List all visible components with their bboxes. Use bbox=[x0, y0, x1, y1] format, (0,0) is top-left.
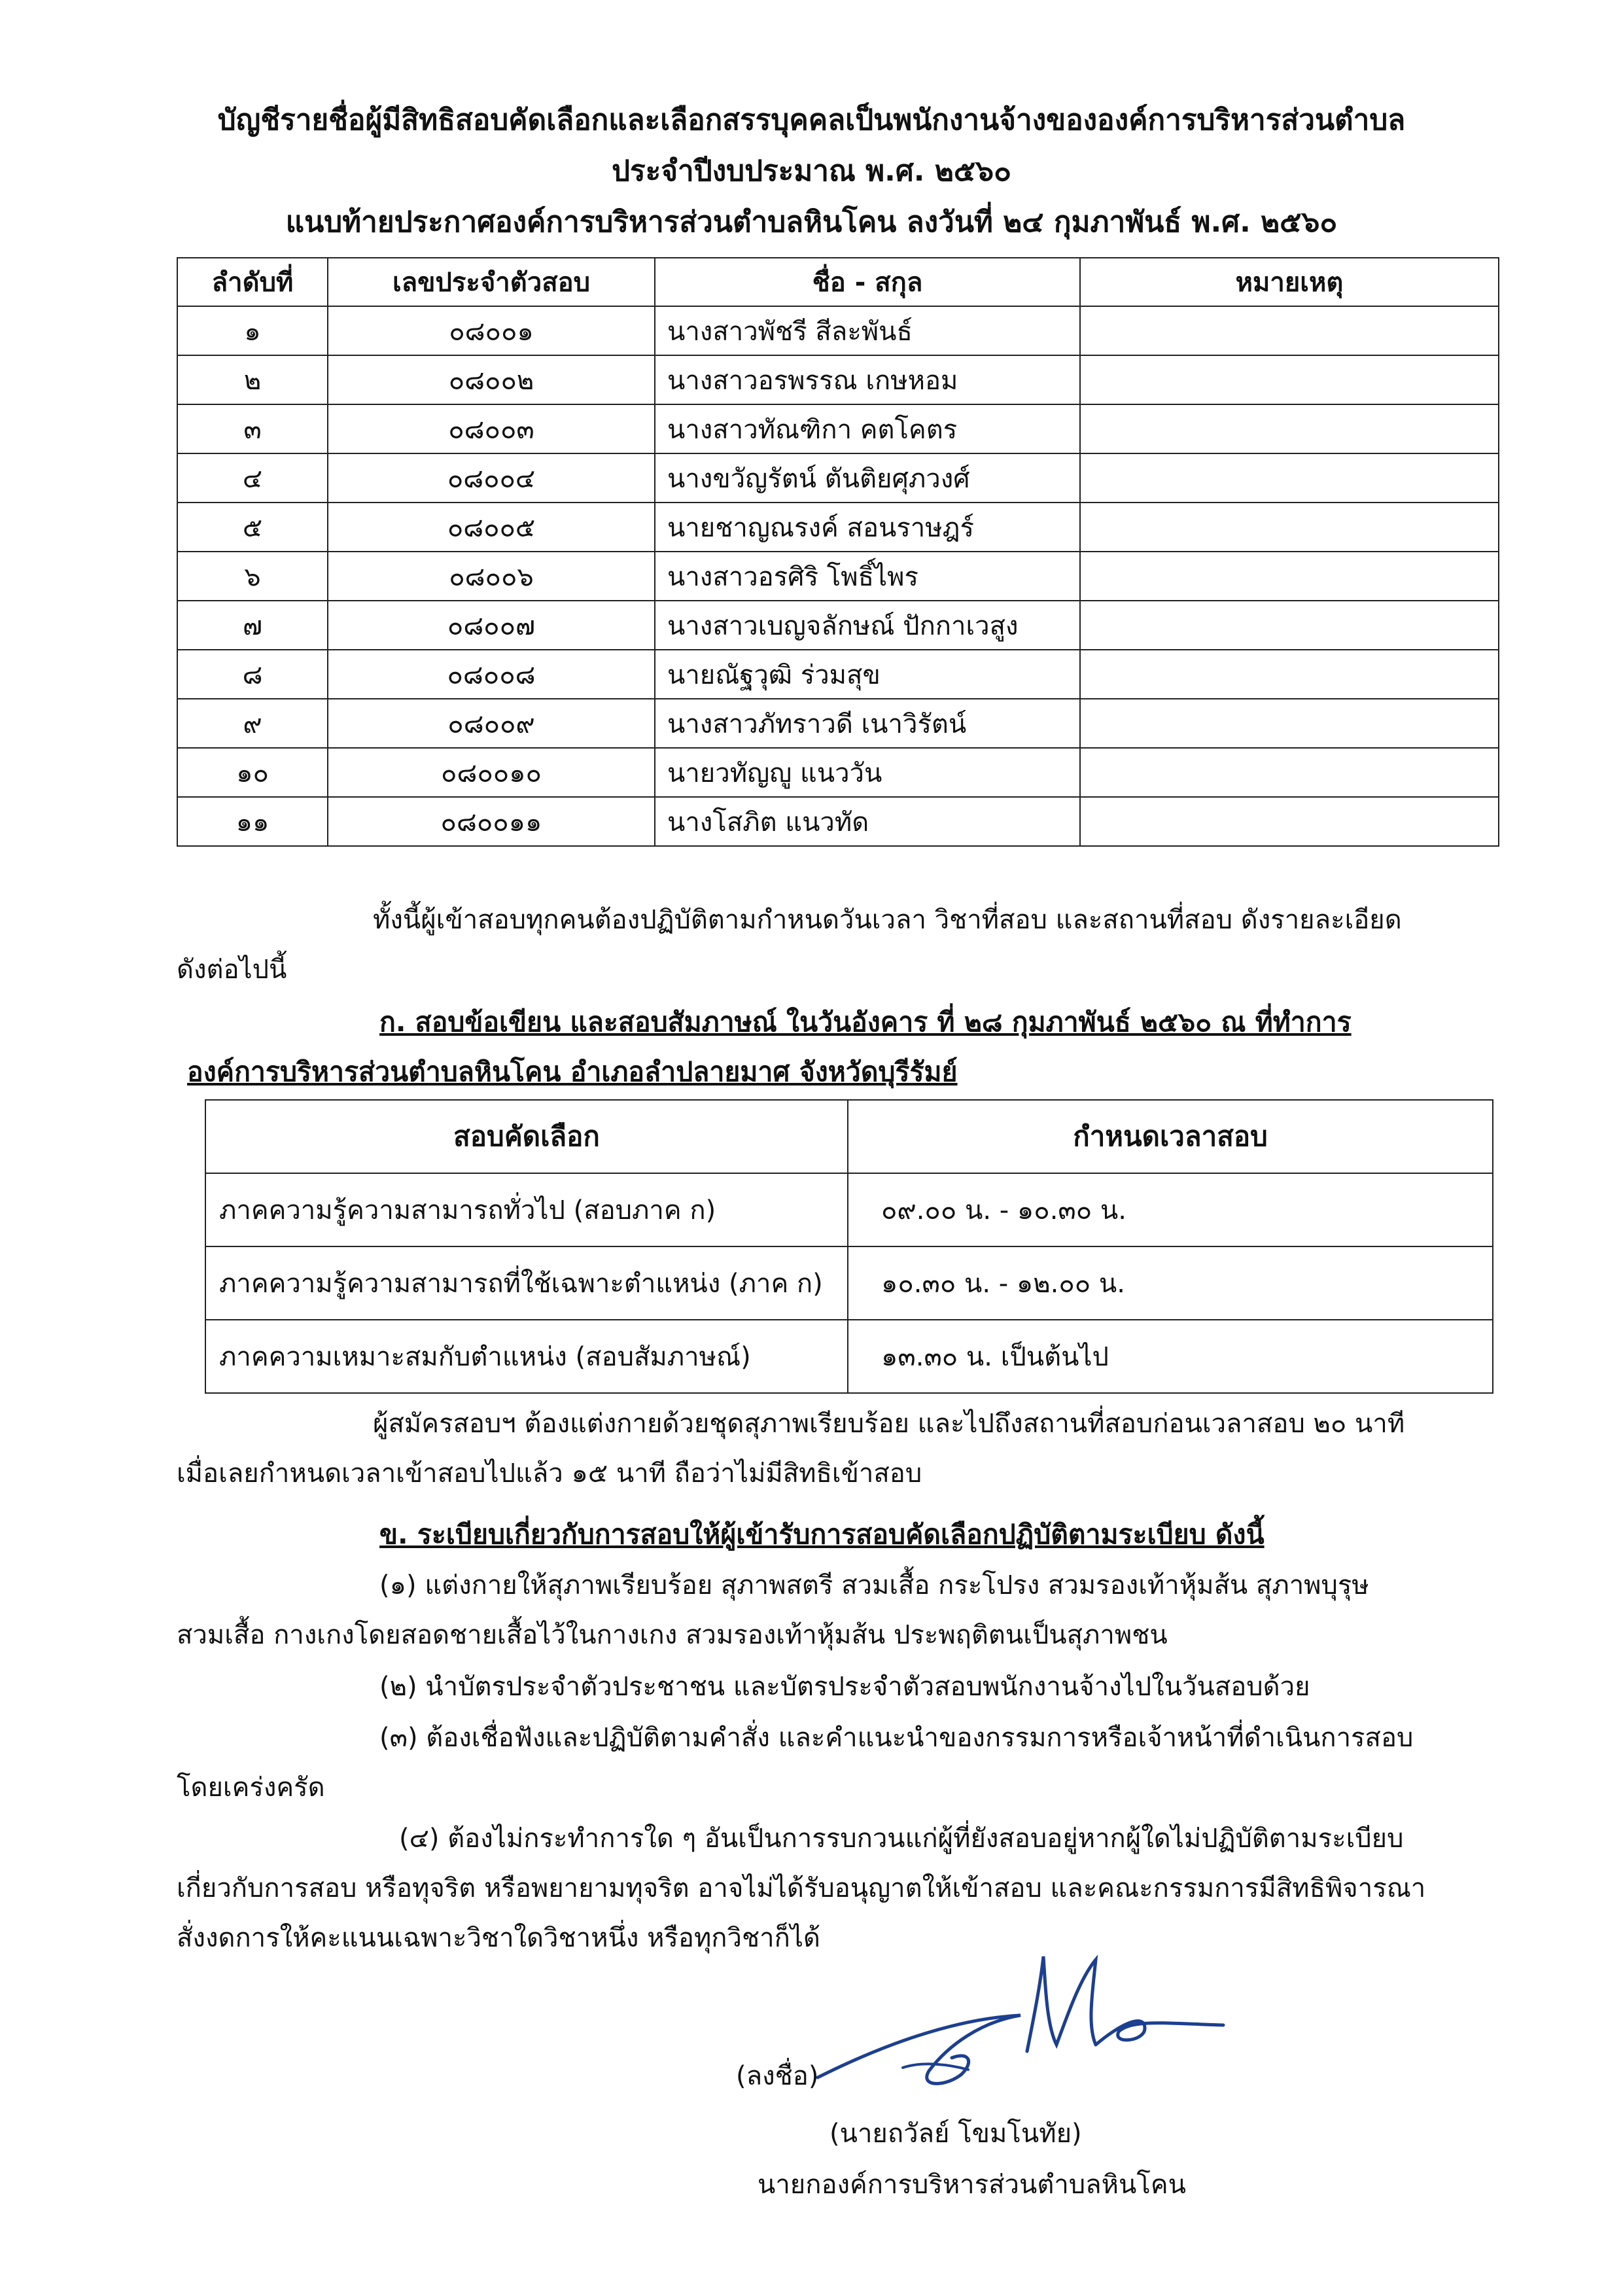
cell-exam-part: ภาคความรู้ความสามารถทั่วไป (สอบภาค ก) bbox=[205, 1173, 848, 1246]
cell-order: ๒ bbox=[177, 355, 328, 404]
cell-exam-id: ๐๘๐๐๔ bbox=[328, 453, 655, 503]
cell-order: ๑๑ bbox=[177, 797, 328, 846]
cell-remark bbox=[1080, 797, 1499, 846]
cell-exam-id: ๐๘๐๐๑๑ bbox=[328, 797, 655, 846]
cell-remark bbox=[1080, 503, 1499, 552]
candidate-row bbox=[177, 503, 1499, 552]
cell-name: นายวทัญญู แนววัน bbox=[655, 748, 1080, 797]
candidate-row bbox=[177, 453, 1499, 503]
cell-order: ๔ bbox=[177, 453, 328, 503]
rule-3 bbox=[177, 1713, 1499, 1812]
cell-exam-id: ๐๘๐๐๓ bbox=[328, 404, 655, 453]
candidate-row bbox=[177, 601, 1499, 650]
cell-exam-part: ภาคความเหมาะสมกับตำแหน่ง (สอบสัมภาษณ์) bbox=[205, 1320, 848, 1393]
candidate-row bbox=[177, 650, 1499, 699]
candidate-row bbox=[177, 404, 1499, 453]
schedule-row bbox=[205, 1246, 1493, 1320]
cell-name: นางสาวเบญจลักษณ์ ปักกาเวสูง bbox=[655, 601, 1080, 650]
cell-name: นางสาวอรพรรณ เกษหอม bbox=[655, 355, 1080, 404]
cell-order: ๕ bbox=[177, 503, 328, 552]
schedule-row bbox=[205, 1320, 1493, 1393]
cell-order: ๙ bbox=[177, 699, 328, 748]
cell-order: ๖ bbox=[177, 552, 328, 601]
cell-exam-id: ๐๘๐๐๕ bbox=[328, 503, 655, 552]
rule-4-line1: (๔) ต้องไม่กระทำการใด ๆ อันเป็นการรบกวนแก่ผู้ที่ยังสอบอยู่หากผู้ใดไม่ปฏิบัติตามระเบียบ bbox=[399, 1824, 1404, 1854]
candidate-row bbox=[177, 306, 1499, 355]
signature-label: (ลงชื่อ) bbox=[736, 2061, 819, 2091]
cell-name: นางโสภิต แนวทัด bbox=[655, 797, 1080, 846]
cell-exam-id: ๐๘๐๐๒ bbox=[328, 355, 655, 404]
cell-exam-part: ภาคความรู้ความสามารถที่ใช้เฉพาะตำแหน่ง (ภาค ก) bbox=[205, 1246, 848, 1320]
cell-exam-id: ๐๘๐๐๖ bbox=[328, 552, 655, 601]
doc-title-line3: แนบท้ายประกาศองค์การบริหารส่วนตำบลหินโคน ลงวันที่ ๒๔ กุมภาพันธ์ พ.ศ. ๒๕๖๐ bbox=[285, 205, 1338, 239]
rule-2 bbox=[177, 1662, 1499, 1712]
rule-3-line2: โดยเคร่งครัด bbox=[177, 1773, 325, 1803]
doc-title-line2: ประจำปีงบประมาณ พ.ศ. ๒๕๖๐ bbox=[612, 154, 1011, 188]
cell-order: ๑ bbox=[177, 306, 328, 355]
doc-title-line1: บัญชีรายชื่อผู้มีสิทธิสอบคัดเลือกและเลือกสรรบุคคลเป็นพนักงานจ้างขององค์การบริหารส่วนตำบล bbox=[217, 103, 1406, 137]
intro-line2: ดังต่อไปนี้ bbox=[177, 955, 287, 985]
candidate-row bbox=[177, 748, 1499, 797]
intro-line1: ทั้งนี้ผู้เข้าสอบทุกคนต้องปฏิบัติตามกำหนดวันเวลา วิชาที่สอบ และสถานที่สอบ ดังรายละเอียด bbox=[373, 905, 1402, 935]
cell-order: ๘ bbox=[177, 650, 328, 699]
candidate-table-header bbox=[177, 258, 1499, 306]
section-b-heading: ข. ระเบียบเกี่ยวกับการสอบให้ผู้เข้ารับการสอบคัดเลือกปฏิบัติตามระเบียบ ดังนี้ bbox=[379, 1519, 1265, 1550]
cell-exam-id: ๐๘๐๐๑ bbox=[328, 306, 655, 355]
cell-exam-id: ๐๘๐๐๙ bbox=[328, 699, 655, 748]
candidate-table bbox=[177, 257, 1499, 847]
col-header-order: ลำดับที่ bbox=[177, 258, 328, 306]
handwritten-signature bbox=[805, 1947, 1230, 2097]
rule-2-line1: (๒) นำบัตรประจำตัวประชาชน และบัตรประจำตัวสอบพนักงานจ้างไปในวันสอบด้วย bbox=[379, 1672, 1310, 1702]
schedule-table bbox=[205, 1099, 1493, 1394]
signer-name: (นายถวัลย์ โขมโนทัย) bbox=[829, 2119, 1082, 2149]
cell-remark bbox=[1080, 355, 1499, 404]
cell-remark bbox=[1080, 404, 1499, 453]
cell-remark bbox=[1080, 650, 1499, 699]
schedule-row bbox=[205, 1173, 1493, 1246]
rule-1-line1: (๑) แต่งกายให้สุภาพเรียบร้อย สุภาพสตรี สวมเสื้อ กระโปรง สวมรองเท้าหุ้มส้น สุภาพบุรุษ bbox=[379, 1570, 1369, 1600]
cell-order: ๓ bbox=[177, 404, 328, 453]
cell-remark bbox=[1080, 306, 1499, 355]
col-header-name: ชื่อ - สกุล bbox=[655, 258, 1080, 306]
col-header-remark: หมายเหตุ bbox=[1080, 258, 1499, 306]
rule-1-line2: สวมเสื้อ กางเกงโดยสอดชายเสื้อไว้ในกางเกง สวมรองเท้าหุ้มส้น ประพฤติตนเป็นสุภาพชน bbox=[177, 1620, 1168, 1650]
cell-name: นางสาวทัณฑิกา คตโคตร bbox=[655, 404, 1080, 453]
cell-remark bbox=[1080, 699, 1499, 748]
col-header-exam-part: สอบคัดเลือก bbox=[205, 1100, 848, 1173]
cell-exam-time: ๐๙.๐๐ น. - ๑๐.๓๐ น. bbox=[848, 1173, 1493, 1246]
cell-name: นางสาวภัทราวดี เนาวิรัตน์ bbox=[655, 699, 1080, 748]
dress-note-line2: เมื่อเลยกำหนดเวลาเข้าสอบไปแล้ว ๑๕ นาที ถือว่าไม่มีสิทธิเข้าสอบ bbox=[177, 1458, 922, 1489]
cell-name: นางสาวอรศิริ โพธิ์ไพร bbox=[655, 552, 1080, 601]
cell-remark bbox=[1080, 552, 1499, 601]
cell-exam-time: ๑๓.๓๐ น. เป็นต้นไป bbox=[848, 1320, 1493, 1393]
dress-note-paragraph bbox=[177, 1399, 1499, 1498]
cell-exam-id: ๐๘๐๐๘ bbox=[328, 650, 655, 699]
signer-position: นายกองค์การบริหารส่วนตำบลหินโคน bbox=[758, 2170, 1186, 2200]
cell-name: นางขวัญรัตน์ ตันติยศุภวงศ์ bbox=[655, 453, 1080, 503]
cell-order: ๑๐ bbox=[177, 748, 328, 797]
rule-3-line1: (๓) ต้องเชื่อฟังและปฏิบัติตามคำสั่ง และคำแนะนำของกรรมการหรือเจ้าหน้าที่ดำเนินการสอบ bbox=[379, 1723, 1414, 1753]
col-header-exam-time: กำหนดเวลาสอบ bbox=[848, 1100, 1493, 1173]
candidate-row bbox=[177, 552, 1499, 601]
rule-4 bbox=[177, 1814, 1499, 1963]
cell-name: นายณัฐวุฒิ ร่วมสุข bbox=[655, 650, 1080, 699]
section-a-heading-line2: องค์การบริหารส่วนตำบลหินโคน อำเภอลำปลายมาศ จังหวัดบุรีรัมย์ bbox=[187, 1056, 958, 1087]
cell-remark bbox=[1080, 453, 1499, 503]
cell-remark bbox=[1080, 748, 1499, 797]
rule-4-line3: สั่งงดการให้คะแนนเฉพาะวิชาใดวิชาหนึ่ง หรือทุกวิชาก็ได้ bbox=[177, 1923, 820, 1953]
cell-exam-id: ๐๘๐๐๑๐ bbox=[328, 748, 655, 797]
rule-1 bbox=[177, 1561, 1499, 1660]
cell-exam-time: ๑๐.๓๐ น. - ๑๒.๐๐ น. bbox=[848, 1246, 1493, 1320]
cell-name: นางสาวพัชรี สีละพันธ์ bbox=[655, 306, 1080, 355]
cell-order: ๗ bbox=[177, 601, 328, 650]
section-a-heading-line1: ก. สอบข้อเขียน และสอบสัมภาษณ์ ในวันอังคาร ที่ ๒๘ กุมภาพันธ์ ๒๕๖๐ ณ ที่ทำการ bbox=[379, 1006, 1352, 1038]
candidate-row bbox=[177, 699, 1499, 748]
dress-note-line1: ผู้สมัครสอบฯ ต้องแต่งกายด้วยชุดสุภาพเรียบร้อย และไปถึงสถานที่สอบก่อนเวลาสอบ ๒๐ นาที bbox=[373, 1409, 1405, 1439]
cell-exam-id: ๐๘๐๐๗ bbox=[328, 601, 655, 650]
rule-4-line2: เกี่ยวกับการสอบ หรือทุจริต หรือพยายามทุจริต อาจไม่ได้รับอนุญาตให้เข้าสอบ และคณะกรรมการมีสิทธิพิจารณา bbox=[177, 1873, 1426, 1903]
candidate-row bbox=[177, 797, 1499, 846]
col-header-exam-id: เลขประจำตัวสอบ bbox=[328, 258, 655, 306]
intro-paragraph bbox=[177, 895, 1499, 995]
cell-remark bbox=[1080, 601, 1499, 650]
schedule-table-header bbox=[205, 1100, 1493, 1173]
candidate-row bbox=[177, 355, 1499, 404]
cell-name: นายชาญณรงค์ สอนราษฎร์ bbox=[655, 503, 1080, 552]
